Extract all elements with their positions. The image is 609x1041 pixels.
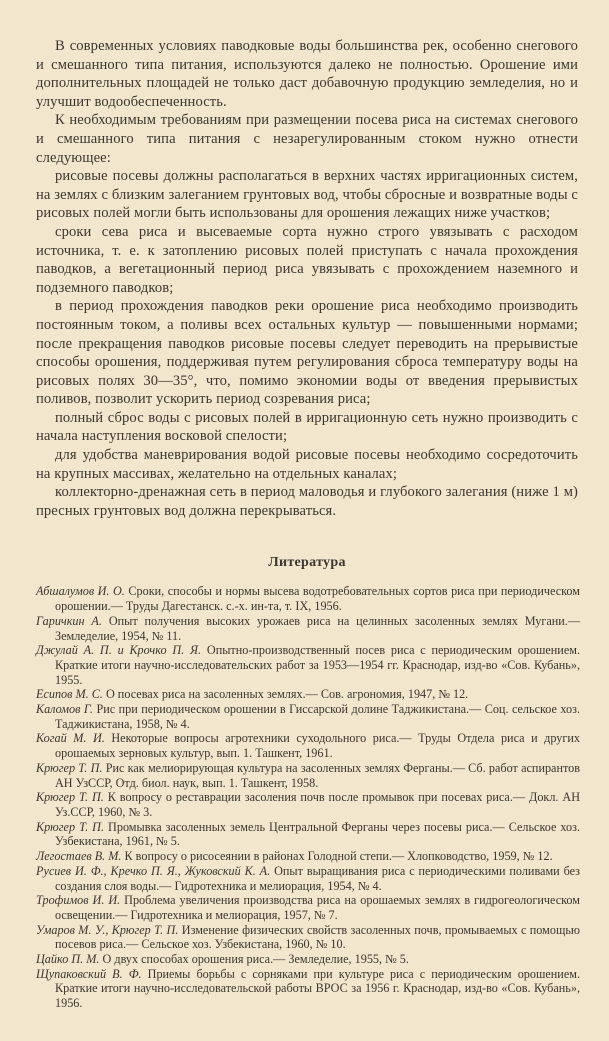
paragraph: для удобства маневрирования водой рисовые посевы необходимо сосредоточить на крупных массивах, желательно на отдельных каналах; — [36, 447, 578, 482]
reference-item — [36, 923, 580, 952]
reference-item — [36, 731, 580, 760]
paragraph: в период прохождения паводков реки орошение риса необходимо производить постоянным током, а поливы всех остальных культур — повышенными нормами; после прекращения паводков рисовые посевы следует переводить на прерывистые способы орошения, поддерживая путем регулирования сброса температуру воды на рисовых полях 30—35°, что, помимо экономии воды от введения прерывистых поливов, позволит ускорить период созревания риса; — [36, 298, 578, 408]
main-text — [36, 37, 578, 520]
literature-heading: Литература — [268, 555, 346, 571]
reference-text: Изменение физических свойств засоленных почв, промываемых с помощью посевов риса.— Сельское хоз. Узбекистана, 1960, № 10. — [55, 922, 580, 952]
reference-list — [36, 584, 580, 1010]
reference-author: Крюгер Т. П. — [36, 760, 103, 775]
reference-text: Некоторые вопросы агротехники суходольного риса.— Труды Отдела риса и других орошаемых зерновых культур, вып. 1. Ташкент, 1961. — [55, 731, 580, 761]
paragraph: коллекторно-дренажная сеть в период маловодья и глубокого залегания (ниже 1 м) пресных грунтовых вод должна перекрываться. — [36, 484, 578, 519]
reference-author: Щупаковский В. Ф. — [36, 966, 142, 981]
reference-item — [36, 952, 580, 967]
paragraph: В современных условиях паводковые воды большинства рек, особенно снегового и смешанного типа питания, используются далеко не полностью. Орошение ими дополнительных площадей не только даст добавочную продукцию земледелия, но и улучшит водообеспеченность. — [36, 38, 578, 110]
reference-author: Крюгер Т. П. — [36, 790, 104, 805]
reference-text: Приемы борьбы с сорняками при культуре риса с периодическим орошением. Краткие итоги научно-исследовательской работы ВРОС за 1956 г. Краснодар, изд-во «Сов. Кубань», 1956. — [55, 966, 580, 1011]
reference-author: Когай М. И. — [36, 731, 105, 746]
paragraph: рисовые посевы должны располагаться в верхних частях ирригационных систем, на землях с близким залеганием грунтовых вод, чтобы сбросные и возвратные воды с рисовых полей могли быть использованы для орошения лежащих ниже участков; — [36, 168, 578, 222]
paragraph: сроки сева риса и высеваемые сорта нужно строго увязывать с расходом источника, т. е. к затоплению рисовых полей приступать с начала прохождения паводков, а вегетационный период риса увязывать с прохождением наземного и подземного паводков; — [36, 223, 578, 296]
reference-author: Крюгер Т. П. — [36, 819, 105, 834]
reference-text: Сроки, способы и нормы высева водотребовательных сортов риса при периодическом орошении.— Труды Дагестанск. с.-х. ин-та, т. IX, 1956. — [55, 584, 581, 614]
reference-author: Умаров М. У., Крюгер Т. П. — [36, 922, 179, 937]
reference-text: Опыт выращивания риса с периодическими поливами без создания слоя воды.— Гидротехника и мелиорация, 1954, № 4. — [55, 863, 580, 893]
reference-item — [36, 702, 580, 731]
reference-author: Гаричкин А. — [36, 613, 102, 628]
reference-text: К вопросу о реставрации засоления почв после промывок при посевах риса.— Докл. АН Уз.ССР, 1960, № 3. — [55, 790, 580, 819]
paragraph: К необходимым требованиям при размещении посева риса на системах снегового и смешанного типа питания с незарегулированным стоком нужно отнести следующее: — [36, 112, 578, 166]
reference-item — [36, 687, 580, 702]
reference-item — [36, 790, 580, 819]
reference-text: Рис как мелиорирующая культура на засоленных землях Ферганы.— Сб. работ аспирантов АН УзССР, Отд. биол. наук, вып. 1. Ташкент, 1958. — [55, 760, 580, 790]
reference-author: Легостаев В. М. — [36, 849, 122, 864]
reference-item — [36, 820, 580, 849]
reference-author: Цайко П. М. — [36, 952, 100, 967]
reference-text: Промывка засоленных земель Центральной Ферганы через посевы риса.— Сельское хоз. Узбекистана, 1961, № 5. — [55, 819, 581, 849]
reference-author: Трофимов И. И. — [36, 893, 121, 908]
reference-item — [36, 614, 580, 643]
reference-item — [36, 761, 580, 790]
reference-text: К вопросу о рисосеянии в районах Голодной степи.— Хлопководство, 1959, № 12. — [124, 849, 553, 864]
reference-item — [36, 584, 580, 613]
reference-author: Джулай А. П. и Крочко П. Я. — [36, 643, 202, 658]
reference-author: Абшалумов И. О. — [36, 584, 125, 599]
reference-text: Проблема увеличения производства риса на орошаемых землях в гидрогеологическом освещении.— Гидротехника и мелиорация, 1957, № 7. — [55, 893, 580, 922]
reference-item — [36, 643, 580, 687]
reference-author: Каломов Г. — [36, 702, 93, 717]
paragraph: полный сброс воды с рисовых полей в ирригационную сеть нужно производить с начала наступления восковой спелости; — [36, 409, 578, 445]
reference-text: Опытно-производственный посев риса с периодическим орошением. Краткие итоги научно-исследовательских работ за 1953—1954 гг. Краснодар, изд-во «Сов. Кубань», 1955. — [55, 643, 580, 687]
reference-item — [36, 893, 580, 922]
reference-item — [36, 849, 580, 864]
reference-item — [36, 967, 580, 1011]
reference-author: Есипов М. С. — [36, 687, 103, 702]
reference-text: Рис при периодическом орошении в Гиссарской долине Таджикистана.— Соц. сельское хоз. Таджикистана, 1958, № 4. — [55, 702, 580, 731]
reference-text: Опыт получения высоких урожаев риса на целинных засоленных землях Мугани.— Земледелие, 1954, № 11. — [55, 613, 581, 643]
reference-author: Русиев И. Ф., Кречко П. Я., Жуковский К. А. — [36, 863, 271, 878]
reference-text: О посевах риса на засоленных землях.— Сов. агрономия, 1947, № 12. — [105, 687, 469, 702]
reference-text: О двух способах орошения риса.— Земледелие, 1955, № 5. — [102, 952, 409, 967]
reference-item — [36, 864, 580, 893]
